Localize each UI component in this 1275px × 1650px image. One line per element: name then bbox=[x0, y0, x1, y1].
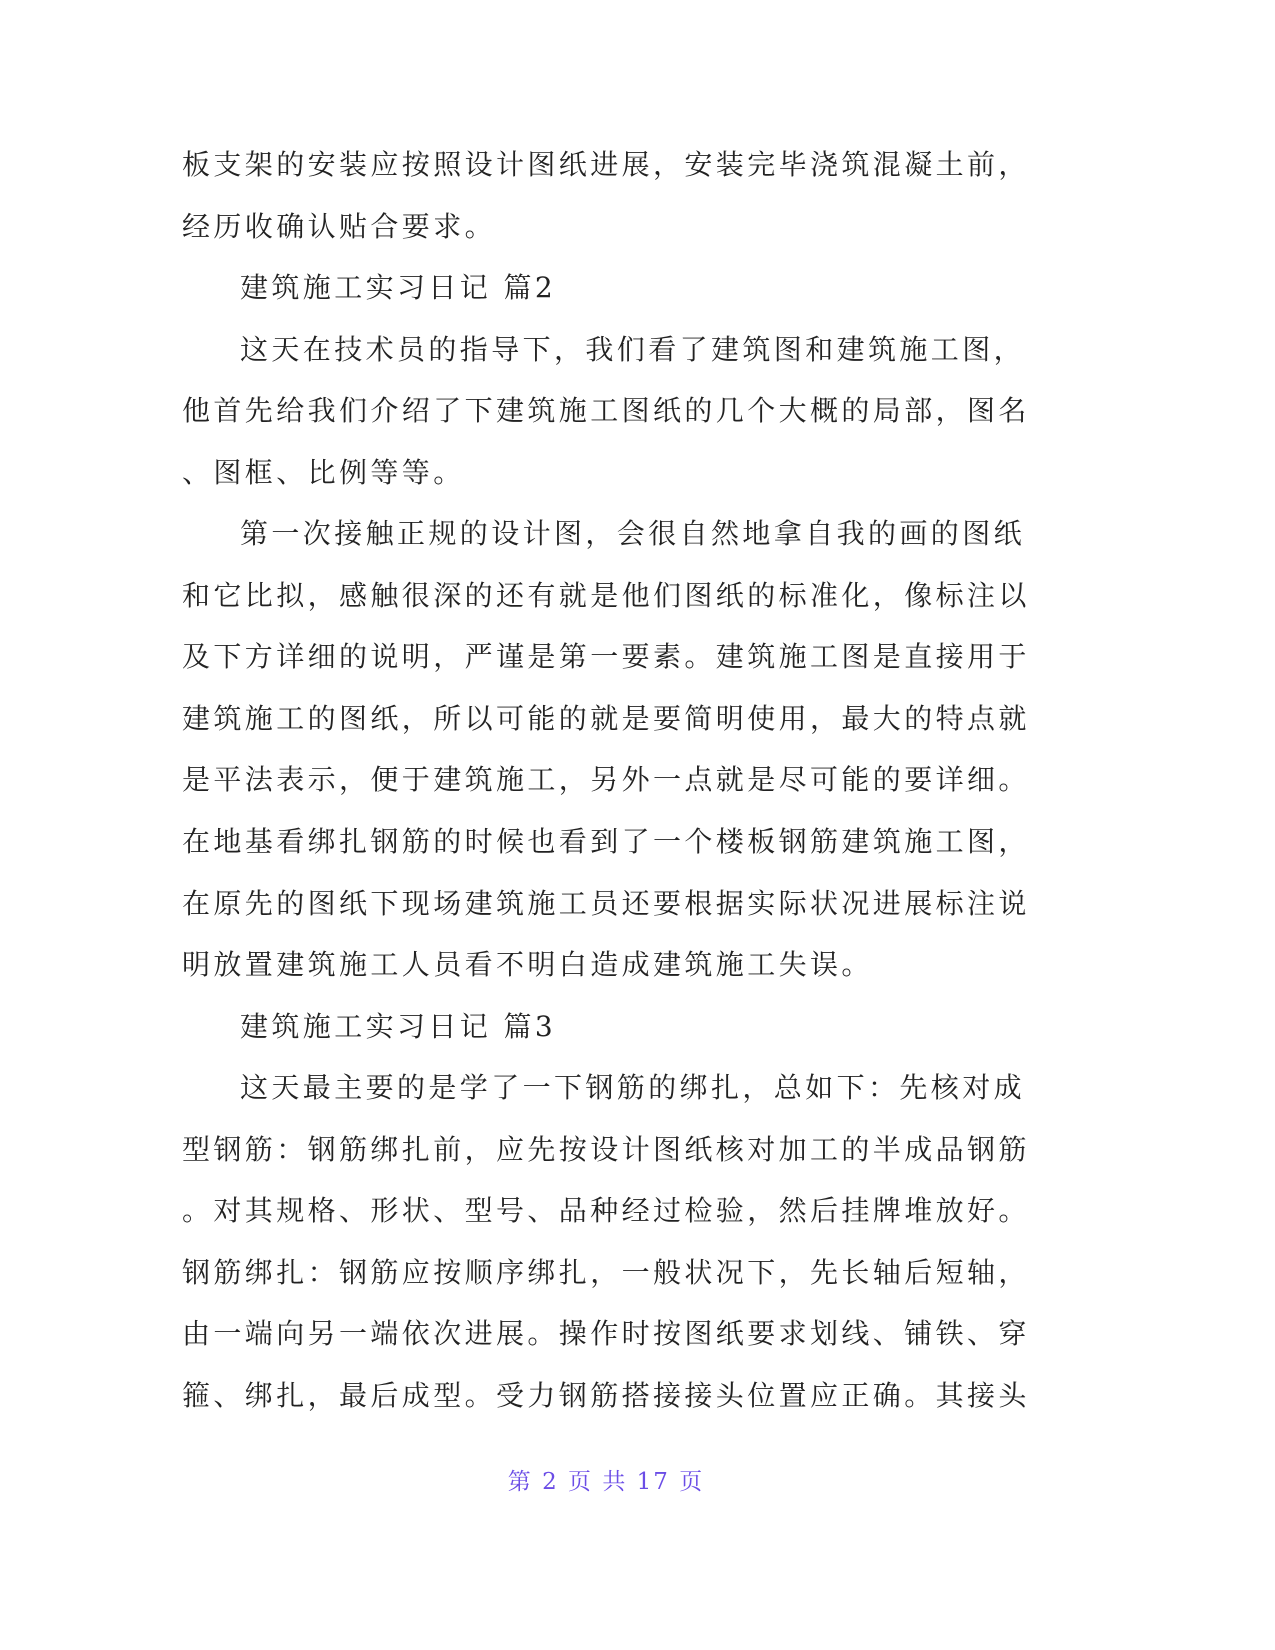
body-line: 是平法表示，便于建筑施工，另外一点就是尽可能的要详细。 bbox=[182, 763, 1030, 797]
body-line: 这天最主要的是学了一下钢筋的绑扎，总如下：先核对成 bbox=[240, 1071, 1026, 1105]
body-line: 建筑施工的图纸，所以可能的就是要简明使用，最大的特点就 bbox=[182, 701, 1030, 735]
document-body bbox=[182, 134, 1062, 1426]
body-line: 第一次接触正规的设计图，会很自然地拿自我的画的图纸 bbox=[240, 517, 1026, 551]
page-footer: 第 2 页 共 17 页 bbox=[507, 1469, 705, 1495]
body-line: 明放置建筑施工人员看不明白造成建筑施工失误。 bbox=[182, 948, 873, 982]
body-line: 经历收确认贴合要求。 bbox=[182, 209, 497, 243]
body-line: 和它比拟，感触很深的还有就是他们图纸的标准化，像标注以 bbox=[182, 578, 1030, 612]
section-heading: 建筑施工实习日记 篇3 bbox=[240, 1009, 557, 1043]
body-line: 由一端向另一端依次进展。操作时按图纸要求划线、铺铁、穿 bbox=[182, 1317, 1030, 1351]
body-line: 及下方详细的说明，严谨是第一要素。建筑施工图是直接用于 bbox=[182, 640, 1030, 674]
body-line: 他首先给我们介绍了下建筑施工图纸的几个大概的局部，图名 bbox=[182, 394, 1030, 428]
body-line: 在原先的图纸下现场建筑施工员还要根据实际状况进展标注说 bbox=[182, 886, 1030, 920]
body-line: 。对其规格、形状、型号、品种经过检验，然后挂牌堆放好。 bbox=[182, 1194, 1030, 1228]
body-line: 型钢筋：钢筋绑扎前，应先按设计图纸核对加工的半成品钢筋 bbox=[182, 1132, 1030, 1166]
body-line: 板支架的安装应按照设计图纸进展，安装完毕浇筑混凝土前， bbox=[182, 148, 1030, 181]
body-line: 在地基看绑扎钢筋的时候也看到了一个楼板钢筋建筑施工图， bbox=[182, 825, 1030, 859]
section-heading: 建筑施工实习日记 篇2 bbox=[240, 271, 557, 305]
body-line: 箍、绑扎，最后成型。受力钢筋搭接接头位置应正确。其接头 bbox=[182, 1378, 1030, 1412]
body-line: 钢筋绑扎：钢筋应按顺序绑扎，一般状况下，先长轴后短轴， bbox=[182, 1255, 1030, 1289]
body-line: 这天在技术员的指导下，我们看了建筑图和建筑施工图， bbox=[240, 332, 1026, 366]
body-line: 、图框、比例等等。 bbox=[182, 455, 465, 489]
